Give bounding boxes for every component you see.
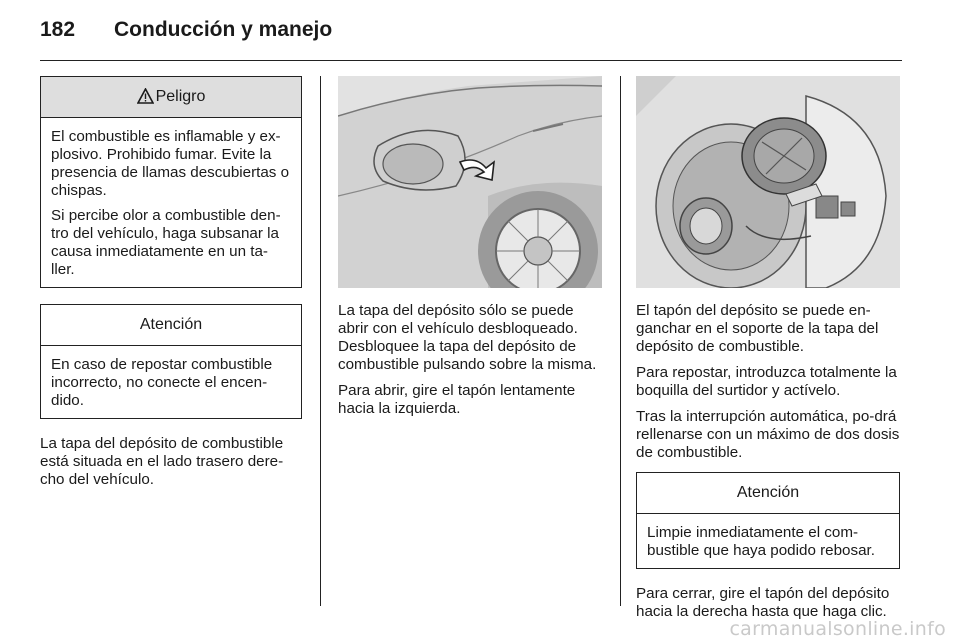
danger-box — [40, 76, 302, 288]
watermark: carmanualsonline.info — [729, 618, 946, 640]
danger-text-1: El combustible es inflamable y ex-plosivo. Prohibido fumar. Evite la presencia de llamas descubiertas o chispas. — [51, 128, 290, 199]
paragraph: Tras la interrupción automática, po-drá rellenarse con un máximo de dos dosis de combustible. — [636, 408, 900, 461]
danger-box-header — [41, 77, 301, 118]
fuel-cap-illustration — [636, 76, 900, 288]
paragraph: Para abrir, gire el tapón lentamente hacia la izquierda. — [338, 382, 576, 417]
danger-text-2: Si percibe olor a combustible den-tro del vehículo, haga subsanar la causa inmediatamente en un ta-ller. — [51, 207, 281, 278]
page-header — [40, 18, 332, 42]
paragraph: La tapa del depósito de combustible está situada en el lado trasero dere-cho del vehículo. — [40, 435, 284, 488]
column-3 — [636, 76, 900, 629]
warning-icon — [137, 80, 154, 120]
car-fuel-door-illustration — [338, 76, 602, 288]
column-1 — [40, 76, 302, 497]
attention-text: En caso de repostar combustible incorrecto, no conecte el encen-dido. — [51, 356, 273, 409]
attention-box — [636, 472, 900, 569]
column-divider — [620, 76, 621, 606]
attention-text: Limpie inmediatamente el com-bustible que haya podido rebosar. — [647, 524, 875, 559]
attention-box-header: Atención — [637, 473, 899, 514]
paragraph: El tapón del depósito se puede en-ganchar en el soporte de la tapa del depósito de combustible. — [636, 302, 879, 355]
page-title: Conducción y manejo — [114, 18, 333, 41]
paragraph: Para cerrar, gire el tapón del depósito hacia la derecha hasta que haga clic. — [636, 585, 890, 620]
attention-box-header: Atención — [41, 305, 301, 346]
page-number: 182 — [40, 18, 76, 41]
paragraph: La tapa del depósito sólo se puede abrir con el vehículo desbloqueado. Desbloquee la tapa del depósito de combustible pulsando sobre la misma. — [338, 302, 597, 373]
paragraph: Para repostar, introduzca totalmente la boquilla del surtidor y actívelo. — [636, 364, 897, 399]
attention-box — [40, 304, 302, 419]
danger-box-title: Peligro — [155, 88, 206, 105]
column-2 — [338, 76, 602, 426]
header-rule — [40, 60, 902, 61]
column-divider — [320, 76, 321, 606]
